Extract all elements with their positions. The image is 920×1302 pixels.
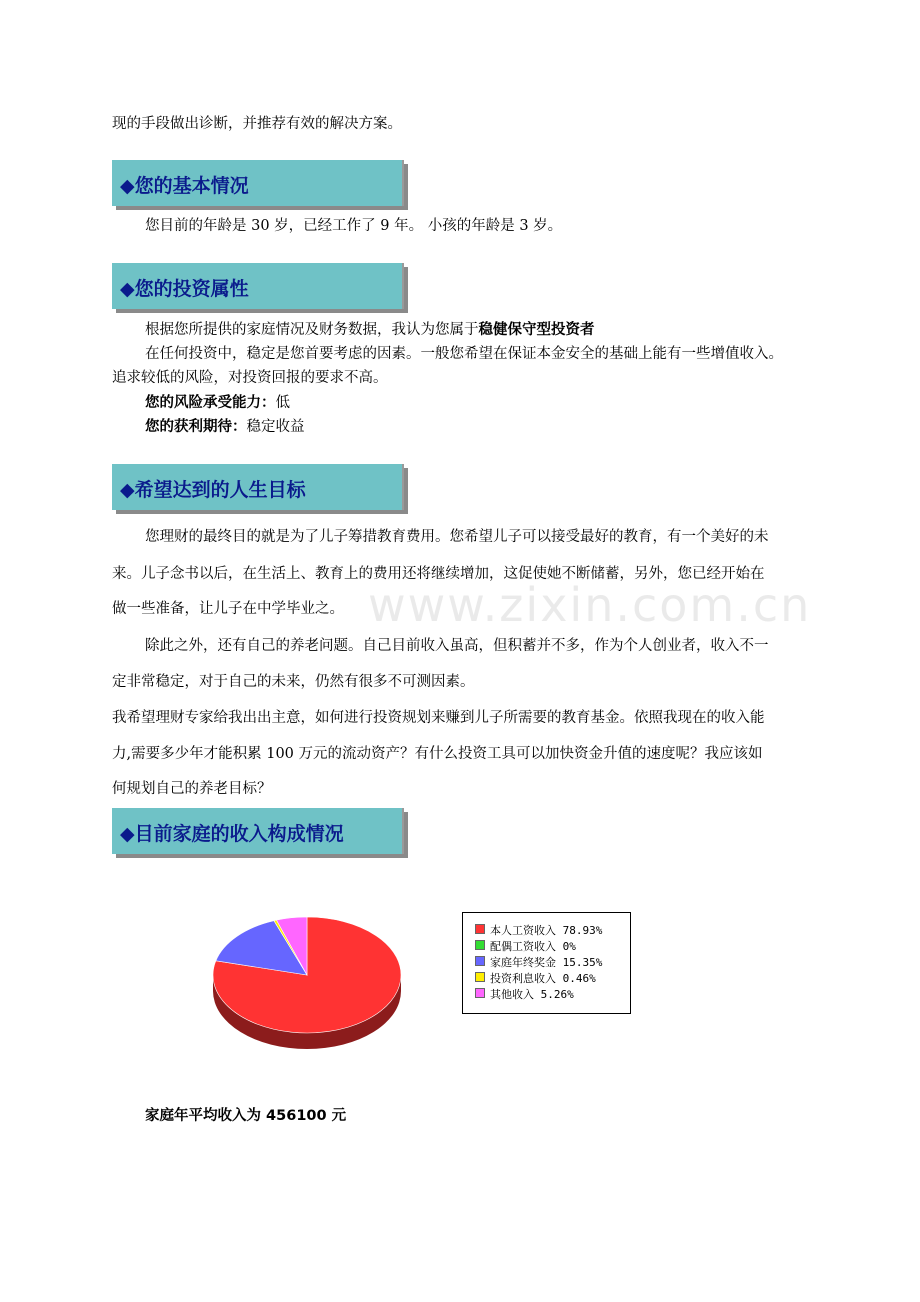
legend-label: 投资利息收入 0.46% [490, 972, 596, 985]
basic-info-text: 您目前的年龄是 30 岁，已经工作了 9 年。 小孩的年龄是 3 岁。 [145, 218, 563, 234]
section-title: ◆您的投资属性 [120, 278, 249, 300]
profit-line [145, 417, 305, 437]
legend-item [475, 940, 576, 954]
goals-p3-line3: 何规划自己的养老目标？ [112, 781, 272, 797]
income-pie-chart [205, 905, 410, 1070]
goals-p1-line2: 来。儿子念书以后，在生活上、教育上的费用还将继续增加，这促使她不断储蓄，另外，您已经开始在 [112, 566, 765, 582]
invest-type: 稳健保守型投资者 [478, 322, 595, 338]
goals-p2-line2: 定非常稳定，对于自己的未来，仍然有很多不可测因素。 [112, 674, 475, 690]
invest-desc-line2: 追求较低的风险，对投资回报的要求不高。 [112, 370, 388, 386]
invest-type-line [145, 320, 595, 340]
section-heading-income [112, 808, 404, 854]
legend-label: 配偶工资收入 0% [490, 940, 576, 953]
invest-prefix: 根据您所提供的家庭情况及财务数据，我认为您属于 [145, 322, 479, 338]
legend-label: 家庭年终奖金 15.35% [490, 956, 603, 969]
legend-item [475, 924, 602, 938]
goals-p1-line1: 您理财的最终目的就是为了儿子筹措教育费用。您希望儿子可以接受最好的教育，有一个美好的未 [145, 529, 769, 545]
invest-desc-line1: 在任何投资中，稳定是您首要考虑的因素。一般您希望在保证本金安全的基础上能有一些增值收入。 [145, 346, 783, 362]
intro-text: 现的手段做出诊断，并推荐有效的解决方案。 [112, 116, 402, 132]
legend-item [475, 972, 596, 986]
goals-p3-line1: 我希望理财专家给我出出主意，如何进行投资规划来赚到儿子所需要的教育基金。依照我现在的收入能 [112, 710, 765, 726]
legend-item [475, 988, 574, 1002]
goals-p3-line2: 力,需要多少年才能积累 100 万元的流动资产？有什么投资工具可以加快资金升值的速度呢？我应该如 [112, 746, 763, 762]
section-heading-basic [112, 160, 404, 206]
profit-label: 您的获利期待： [145, 419, 247, 435]
legend-swatch [475, 972, 485, 982]
income-summary: 家庭年平均收入为 456100 元 [145, 1108, 347, 1124]
section-title: ◆目前家庭的收入构成情况 [120, 823, 344, 845]
profit-value: 稳定收益 [246, 419, 305, 435]
legend-label: 本人工资收入 78.93% [490, 924, 603, 937]
chart-legend [462, 912, 631, 1014]
legend-item [475, 956, 602, 970]
legend-swatch [475, 940, 485, 950]
section-heading-goals [112, 464, 404, 510]
risk-line [145, 393, 290, 413]
legend-label: 其他收入 5.26% [490, 988, 574, 1001]
risk-label: 您的风险承受能力： [145, 395, 276, 411]
goals-p2-line1: 除此之外，还有自己的养老问题。自己目前收入虽高，但积蓄并不多，作为个人创业者，收入不一 [145, 638, 769, 654]
goals-p1-line3: 做一些准备，让儿子在中学毕业之。 [112, 601, 344, 617]
legend-swatch [475, 956, 485, 966]
legend-swatch [475, 988, 485, 998]
watermark: www.zixin.com.cn [368, 578, 812, 632]
section-title: ◆希望达到的人生目标 [120, 479, 306, 501]
section-heading-invest [112, 263, 404, 309]
risk-value: 低 [275, 395, 290, 411]
section-title: ◆您的基本情况 [120, 175, 249, 197]
legend-swatch [475, 924, 485, 934]
